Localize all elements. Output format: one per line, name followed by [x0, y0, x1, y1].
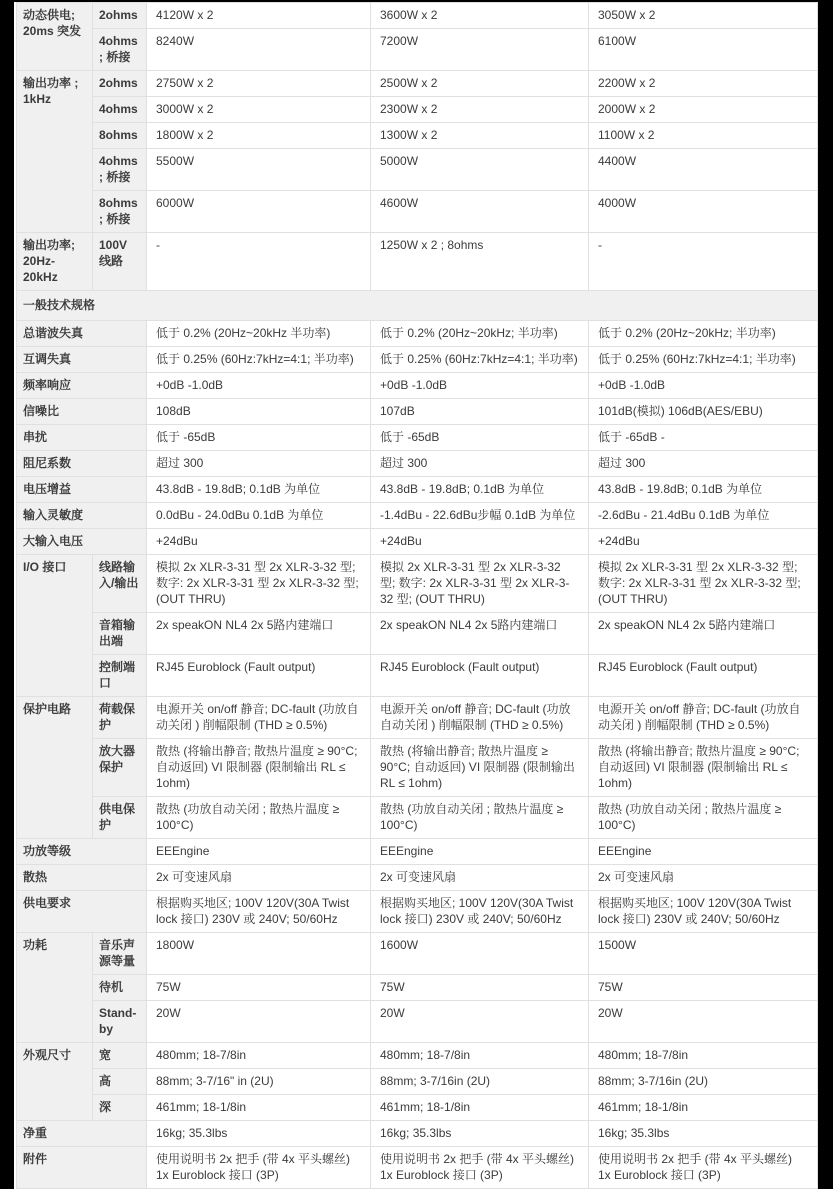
value-col-3: 低于 0.2% (20Hz~20kHz; 半功率) — [589, 321, 818, 347]
table-row — [17, 149, 818, 191]
row-label: 净重 — [17, 1121, 147, 1147]
row-sublabel: 宽 — [93, 1043, 147, 1069]
row-sublabel: 2ohms — [93, 71, 147, 97]
value-col-3: -2.6dBu - 21.4dBu 0.1dB 为单位 — [589, 503, 818, 529]
row-label: 外观尺寸 — [17, 1043, 93, 1121]
value-col-1: 低于 0.2% (20Hz~20kHz 半功率) — [147, 321, 371, 347]
table-row — [17, 425, 818, 451]
value-col-1: 低于 0.25% (60Hz:7kHz=4:1; 半功率) — [147, 347, 371, 373]
value-col-1: 低于 -65dB — [147, 425, 371, 451]
row-sublabel: 2ohms — [93, 3, 147, 29]
value-col-3: 散热 (将输出静音; 散热片温度 ≥ 90°C; 自动返回) VI 限制器 (限制输出 RL ≤ 1ohm) — [589, 739, 818, 797]
row-sublabel: Stand-by — [93, 1001, 147, 1043]
value-col-1: 1800W — [147, 933, 371, 975]
row-label: 频率响应 — [17, 373, 147, 399]
table-row — [17, 613, 818, 655]
value-col-3: RJ45 Euroblock (Fault output) — [589, 655, 818, 697]
row-label: 输入灵敏度 — [17, 503, 147, 529]
table-row — [17, 655, 818, 697]
value-col-2: 散热 (功放自动关闭 ; 散热片温度 ≥ 100°C) — [371, 797, 589, 839]
table-row — [17, 1043, 818, 1069]
value-col-1: 散热 (功放自动关闭 ; 散热片温度 ≥ 100°C) — [147, 797, 371, 839]
value-col-1: - — [147, 233, 371, 291]
table-row — [17, 529, 818, 555]
value-col-2: 低于 0.2% (20Hz~20kHz; 半功率) — [371, 321, 589, 347]
row-label: I/O 接口 — [17, 555, 93, 697]
table-row — [17, 739, 818, 797]
table-row — [17, 933, 818, 975]
table-row — [17, 1147, 818, 1189]
table-row — [17, 839, 818, 865]
value-col-2: 75W — [371, 975, 589, 1001]
value-col-3: 4000W — [589, 191, 818, 233]
value-col-2: 480mm; 18-7/8in — [371, 1043, 589, 1069]
row-sublabel: 4ohms — [93, 97, 147, 123]
value-col-3: 480mm; 18-7/8in — [589, 1043, 818, 1069]
value-col-3: 2x 可变速风扇 — [589, 865, 818, 891]
value-col-2: 1300W x 2 — [371, 123, 589, 149]
value-col-3: 16kg; 35.3lbs — [589, 1121, 818, 1147]
value-col-1: 根据购买地区; 100V 120V(30A Twist lock 接口) 230V 或 240V; 50/60Hz — [147, 891, 371, 933]
table-row — [17, 3, 818, 29]
value-col-2: 超过 300 — [371, 451, 589, 477]
value-col-1: 1800W x 2 — [147, 123, 371, 149]
value-col-2: +0dB -1.0dB — [371, 373, 589, 399]
row-sublabel: 4ohms; 桥接 — [93, 29, 147, 71]
row-sublabel: 待机 — [93, 975, 147, 1001]
value-col-3: 3050W x 2 — [589, 3, 818, 29]
value-col-3: 散热 (功放自动关闭 ; 散热片温度 ≥ 100°C) — [589, 797, 818, 839]
spec-page — [14, 2, 818, 1189]
value-col-1: 3000W x 2 — [147, 97, 371, 123]
row-label: 附件 — [17, 1147, 147, 1189]
value-col-1: 20W — [147, 1001, 371, 1043]
row-label: 电压增益 — [17, 477, 147, 503]
value-col-3: 6100W — [589, 29, 818, 71]
row-label: 供电要求 — [17, 891, 147, 933]
table-row — [17, 891, 818, 933]
value-col-3: 2000W x 2 — [589, 97, 818, 123]
row-sublabel: 8ohms — [93, 123, 147, 149]
value-col-2: 3600W x 2 — [371, 3, 589, 29]
row-sublabel: 音箱输出端 — [93, 613, 147, 655]
row-sublabel: 4ohms; 桥接 — [93, 149, 147, 191]
row-label: 散热 — [17, 865, 147, 891]
value-col-1: 75W — [147, 975, 371, 1001]
value-col-3: 20W — [589, 1001, 818, 1043]
value-col-1: 16kg; 35.3lbs — [147, 1121, 371, 1147]
value-col-2: 1250W x 2 ; 8ohms — [371, 233, 589, 291]
value-col-1: 2x speakON NL4 2x 5路内建端口 — [147, 613, 371, 655]
value-col-3: 1100W x 2 — [589, 123, 818, 149]
row-label: 动态供电; 20ms 突发 — [17, 3, 93, 71]
table-row — [17, 399, 818, 425]
value-col-2: 88mm; 3-7/16in (2U) — [371, 1069, 589, 1095]
value-col-1: 461mm; 18-1/8in — [147, 1095, 371, 1121]
value-col-3: +24dBu — [589, 529, 818, 555]
value-col-1: 2x 可变速风扇 — [147, 865, 371, 891]
row-sublabel: 控制端口 — [93, 655, 147, 697]
row-label: 输出功率; 20Hz-20kHz — [17, 233, 93, 291]
table-row — [17, 321, 818, 347]
row-sublabel: 100V 线路 — [93, 233, 147, 291]
value-col-1: 模拟 2x XLR-3-31 型 2x XLR-3-32 型; 数字: 2x XLR-3-31 型 2x XLR-3-32 型; (OUT THRU) — [147, 555, 371, 613]
row-label: 信噪比 — [17, 399, 147, 425]
value-col-2: 7200W — [371, 29, 589, 71]
value-col-2: -1.4dBu - 22.6dBu步幅 0.1dB 为单位 — [371, 503, 589, 529]
value-col-2: 4600W — [371, 191, 589, 233]
value-col-3: 101dB(模拟) 106dB(AES/EBU) — [589, 399, 818, 425]
spec-table — [16, 2, 818, 1189]
value-col-3: 低于 0.25% (60Hz:7kHz=4:1; 半功率) — [589, 347, 818, 373]
value-col-3: - — [589, 233, 818, 291]
value-col-1: +0dB -1.0dB — [147, 373, 371, 399]
value-col-3: 超过 300 — [589, 451, 818, 477]
value-col-1: 108dB — [147, 399, 371, 425]
value-col-2: RJ45 Euroblock (Fault output) — [371, 655, 589, 697]
value-col-3: 1500W — [589, 933, 818, 975]
value-col-2: 2300W x 2 — [371, 97, 589, 123]
table-row — [17, 1001, 818, 1043]
table-row — [17, 1095, 818, 1121]
row-label: 保护电路 — [17, 697, 93, 839]
value-col-2: 1600W — [371, 933, 589, 975]
table-row — [17, 797, 818, 839]
table-row — [17, 29, 818, 71]
value-col-3: 461mm; 18-1/8in — [589, 1095, 818, 1121]
value-col-3: EEEngine — [589, 839, 818, 865]
value-col-3: 低于 -65dB - — [589, 425, 818, 451]
value-col-1: +24dBu — [147, 529, 371, 555]
spec-table-body — [17, 3, 818, 1189]
row-sublabel: 8ohms; 桥接 — [93, 191, 147, 233]
value-col-1: 超过 300 — [147, 451, 371, 477]
row-label: 大输入电压 — [17, 529, 147, 555]
value-col-1: 使用说明书 2x 把手 (带 4x 平头螺丝) 1x Euroblock 接口 (3P) — [147, 1147, 371, 1189]
row-label: 功耗 — [17, 933, 93, 1043]
value-col-2: 2500W x 2 — [371, 71, 589, 97]
row-label: 互调失真 — [17, 347, 147, 373]
row-label: 阻尼系数 — [17, 451, 147, 477]
table-row — [17, 123, 818, 149]
value-col-2: 461mm; 18-1/8in — [371, 1095, 589, 1121]
table-row — [17, 373, 818, 399]
value-col-1: 2750W x 2 — [147, 71, 371, 97]
row-label: 总谐波失真 — [17, 321, 147, 347]
table-row — [17, 347, 818, 373]
value-col-2: 107dB — [371, 399, 589, 425]
value-col-2: 模拟 2x XLR-3-31 型 2x XLR-3-32 型; 数字: 2x XLR-3-31 型 2x XLR-3-32 型; (OUT THRU) — [371, 555, 589, 613]
table-row — [17, 975, 818, 1001]
value-col-2: 使用说明书 2x 把手 (带 4x 平头螺丝) 1x Euroblock 接口 (3P) — [371, 1147, 589, 1189]
value-col-1: 散热 (将输出静音; 散热片温度 ≥ 90°C; 自动返回) VI 限制器 (限制输出 RL ≤ 1ohm) — [147, 739, 371, 797]
value-col-3: 使用说明书 2x 把手 (带 4x 平头螺丝) 1x Euroblock 接口 (3P) — [589, 1147, 818, 1189]
value-col-2: +24dBu — [371, 529, 589, 555]
value-col-1: EEEngine — [147, 839, 371, 865]
value-col-3: 2x speakON NL4 2x 5路内建端口 — [589, 613, 818, 655]
value-col-2: 根据购买地区; 100V 120V(30A Twist lock 接口) 230V 或 240V; 50/60Hz — [371, 891, 589, 933]
table-row — [17, 97, 818, 123]
value-col-3: 模拟 2x XLR-3-31 型 2x XLR-3-32 型; 数字: 2x XLR-3-31 型 2x XLR-3-32 型; (OUT THRU) — [589, 555, 818, 613]
value-col-1: 4120W x 2 — [147, 3, 371, 29]
row-sublabel: 荷载保护 — [93, 697, 147, 739]
row-sublabel: 线路输入/输出 — [93, 555, 147, 613]
section-header: 一般技术规格 — [17, 291, 818, 321]
value-col-3: 根据购买地区; 100V 120V(30A Twist lock 接口) 230V 或 240V; 50/60Hz — [589, 891, 818, 933]
value-col-3: 88mm; 3-7/16in (2U) — [589, 1069, 818, 1095]
value-col-2: 低于 -65dB — [371, 425, 589, 451]
value-col-1: 88mm; 3-7/16" in (2U) — [147, 1069, 371, 1095]
table-row — [17, 503, 818, 529]
value-col-2: EEEngine — [371, 839, 589, 865]
row-label: 串扰 — [17, 425, 147, 451]
value-col-1: 0.0dBu - 24.0dBu 0.1dB 为单位 — [147, 503, 371, 529]
row-label: 功放等级 — [17, 839, 147, 865]
value-col-2: 低于 0.25% (60Hz:7kHz=4:1; 半功率) — [371, 347, 589, 373]
value-col-2: 电源开关 on/off 静音; DC-fault (功放自动关闭 ) 削幅限制 (THD ≥ 0.5%) — [371, 697, 589, 739]
value-col-1: 8240W — [147, 29, 371, 71]
value-col-3: 43.8dB - 19.8dB; 0.1dB 为单位 — [589, 477, 818, 503]
table-row — [17, 1069, 818, 1095]
section-header-row — [17, 291, 818, 321]
row-sublabel: 放大器保护 — [93, 739, 147, 797]
row-sublabel: 供电保护 — [93, 797, 147, 839]
value-col-3: 75W — [589, 975, 818, 1001]
value-col-2: 散热 (将输出静音; 散热片温度 ≥ 90°C; 自动返回) VI 限制器 (限制输出 RL ≤ 1ohm) — [371, 739, 589, 797]
table-row — [17, 697, 818, 739]
value-col-2: 2x 可变速风扇 — [371, 865, 589, 891]
value-col-3: 2200W x 2 — [589, 71, 818, 97]
table-row — [17, 233, 818, 291]
value-col-3: 4400W — [589, 149, 818, 191]
value-col-1: 43.8dB - 19.8dB; 0.1dB 为单位 — [147, 477, 371, 503]
table-row — [17, 477, 818, 503]
value-col-1: 电源开关 on/off 静音; DC-fault (功放自动关闭 ) 削幅限制 (THD ≥ 0.5%) — [147, 697, 371, 739]
value-col-1: RJ45 Euroblock (Fault output) — [147, 655, 371, 697]
table-row — [17, 191, 818, 233]
value-col-3: +0dB -1.0dB — [589, 373, 818, 399]
value-col-3: 电源开关 on/off 静音; DC-fault (功放自动关闭 ) 削幅限制 (THD ≥ 0.5%) — [589, 697, 818, 739]
value-col-2: 5000W — [371, 149, 589, 191]
table-row — [17, 1121, 818, 1147]
row-sublabel: 深 — [93, 1095, 147, 1121]
value-col-2: 20W — [371, 1001, 589, 1043]
value-col-1: 480mm; 18-7/8in — [147, 1043, 371, 1069]
value-col-1: 5500W — [147, 149, 371, 191]
row-label: 输出功率 ; 1kHz — [17, 71, 93, 233]
value-col-2: 43.8dB - 19.8dB; 0.1dB 为单位 — [371, 477, 589, 503]
table-row — [17, 71, 818, 97]
value-col-2: 2x speakON NL4 2x 5路内建端口 — [371, 613, 589, 655]
table-row — [17, 451, 818, 477]
table-row — [17, 555, 818, 613]
value-col-2: 16kg; 35.3lbs — [371, 1121, 589, 1147]
table-row — [17, 865, 818, 891]
row-sublabel: 音乐声源等量 — [93, 933, 147, 975]
value-col-1: 6000W — [147, 191, 371, 233]
row-sublabel: 高 — [93, 1069, 147, 1095]
